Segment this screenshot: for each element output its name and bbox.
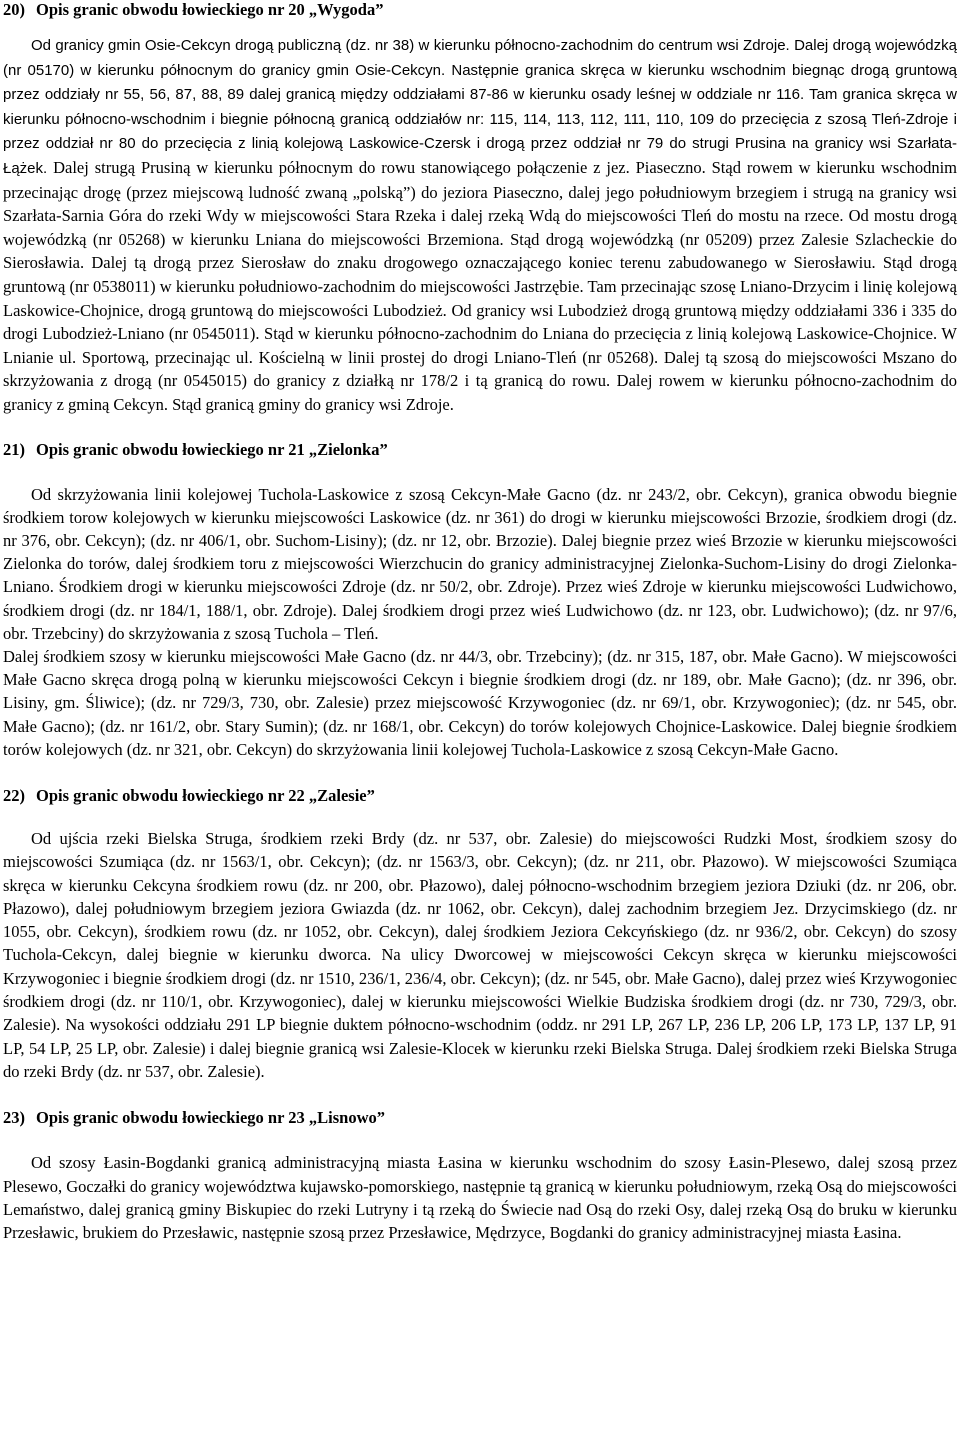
section-21: [3, 439, 957, 761]
section-paragraph: Od ujścia rzeki Bielska Struga, środkiem rzeki Brdy (dz. nr 537, obr. Zalesie) do miejscowości Rudzki Most, środkiem szosy do miejscowości Szumiąca (dz. nr 1563/1, obr. Cekcyn); (dz. nr 1563/3, obr. Cekcyn); (dz. nr 211, obr. Płazowo). W miejscowości Szumiąca skręca w kierunku Cekcyna środkiem rowu (dz. nr 200, obr. Płazowo), dalej północno-wschodnim brzegiem jeziora Dziuki (dz. nr 206, obr. Płazowo), dalej południowym brzegiem jeziora Gwiazda (dz. nr 1062, obr. Cekcyn), dalej zachodnim brzegiem Jez. Drzycimskiego (dz. nr 1055, obr. Cekcyn), środkiem rowu (dz. nr 1052, obr. Cekcyn), dalej środkiem Jeziora Cekcyńskiego (dz. nr 936/2, obr. Cekcyn) do szosy Tuchola-Cekcyn, dalej biegnie w kierunku dworca. Na ulicy Dworcowej w miejscowości Cekcyn skręca w kierunku miejscowości Krzywogoniec i biegnie środkiem drogi (dz. nr 1510, 236/1, 236/4, obr. Cekcyn); (dz. nr 545, obr. Małe Gacno), dalej przez wieś Krzywogoniec środkiem drogi (dz. nr 110/1, obr. Krzywogoniec), dalej w kierunku miejscowości Wielkie Budziska środkiem drogi (dz. nr 730, 729/3, obr. Zalesie). Na wysokości oddziału 291 LP biegnie duktem północno-wschodnim (oddz. nr 291 LP, 267 LP, 236 LP, 206 LP, 173 LP, 137 LP, 91 LP, 54 LP, 25 LP, obr. Zalesie) i dalej biegnie granicą wsi Zalesie-Klocek w kierunku rzeki Bielska Struga. Dalej środkiem rzeki Bielska Struga do rzeki Brdy (dz. nr 537, obr. Zalesie).: [3, 828, 957, 1081]
section-number: 23): [3, 1108, 25, 1128]
section-title: Opis granic obwodu łowieckiego nr 21 „Zielonka”: [36, 439, 388, 459]
section-number: 21): [3, 439, 25, 459]
section-heading: [3, 439, 957, 461]
section-paragraph: Od skrzyżowania linii kolejowej Tuchola-Laskowice z szosą Cekcyn-Małe Gacno (dz. nr 243/2, obr. Cekcyn), granica obwodu biegnie środkiem torow kolejowych w kierunku miejscowości Laskowice (dz. nr 361) do drogi w kierunku miejscowości Brzozie, środkiem drogi (dz. nr 376, obr. Cekcyn); (dz. nr 406/1, obr. Suchom-Lisiny); (dz. nr 12, obr. Brzozie). Dalej biegnie przez wieś Brzozie w kierunku miejscowości Zielonka do torów, dalej środkiem toru z miejscowości Wierzchucin do granicy administracyjnej Zielonka-Suchom-Lisiny do drogi Zielonka-Lniano. Środkiem drogi w kierunku miejscowości Zdroje (dz. nr 50/2, obr. Zdroje). Przez wieś Zdroje w kierunku miejscowości Ludwichowo, środkiem drogi (dz. nr 184/1, 188/1, obr. Zdroje). Dalej środkiem drogi przez wieś Ludwichowo (dz. nr 123, obr. Ludwichowo); (dz. nr 97/6, obr. Trzebciny) do skrzyżowania z szosą Tuchola – Tleń.: [3, 484, 957, 643]
section-20: [3, 0, 957, 417]
section-heading: [3, 785, 957, 807]
section-paragraph: [3, 33, 957, 417]
section-title: Opis granic obwodu łowieckiego nr 23 „Lisnowo”: [36, 1108, 385, 1128]
section-number: 20): [3, 0, 25, 19]
section-heading: [3, 0, 957, 21]
section-heading: [3, 1107, 957, 1129]
section-number: 22): [3, 785, 25, 805]
paragraph-text-sans: Od granicy gmin Osie-Cekcyn drogą publiczną (dz. nr 38) w kierunku północno-zachodnim do centrum wsi Zdroje. Dalej drogą wojewódzką (nr 05170) w kierunku północnym do granicy gmin Osie-Cekcyn. Następnie granica skręca w kierunku wschodnim biegnąc drogą gruntową przez oddziały nr 55, 56, 87, 88, 89 dalej granicą między oddziałami 87-86 w kierunku osady leśnej w oddziale nr 116. Tam granica skręca w kierunku północno-wschodnim i biegnie północną granicą oddziałów nr: 115, 114, 113, 112, 111, 110, 109 do przecięcia z szosą Tleń-Zdroje i przez oddział nr 80 do przecięcia z linią kolejową Laskowice-Czersk i drogą przez oddział nr 79 do strugi Prusina na granicy wsi Szarłata-Łążek.: [3, 37, 957, 177]
paragraph-text: Dalej strugą Prusiną w kierunku północnym do rowu stanowiącego połączenie z jez. Piaseczno. Stąd rowem w kierunku wschodnim przecinając drogę (przez miejscową ludność zwaną „polską”) do jeziora Piaseczno, dalej jego południowym brzegiem i strugą na granicy wsi Szarłata-Sarnia Góra do rzeki Wdy w miejscowości Stara Rzeka i dalej rzeką Wdą do miejscowości Tleń do mostu na rzece. Od mostu drogą wojewódzką (nr 05268) w kierunku Lniana do miejscowości Brzemiona. Stąd drogą wojewódzką (nr 05209) przez Zalesie Szlacheckie do Sierosławia. Dalej tą drogą przez Sierosław do znaku drogowego oznaczającego koniec terenu zabudowanego w Sierosławiu. Stąd drogą gruntową (nr 0538011) w kierunku południowo-zachodnim do miejscowości Jastrzębie. Tam przecinając szosę Lniano-Drzycim i linię kolejową Laskowice-Chojnice, drogą gruntową do miejscowości Lubodzież. Od granicy wsi Lubodzież drogą gruntową między oddziałami 336 i 335 do drogi Lubodzież-Lniano (nr 0545011). Stąd w kierunku północno-zachodnim do Lniana do przecięcia z linią kolejową Laskowice-Chojnice. W Lnianie ul. Sportową, przecinając ul. Kościelną w linii prostej do drogi Lniano-Tleń (nr 05268). Dalej tą szosą do miejscowości Mszano do skrzyżowania z drogą (nr 0545015) do granicy z działką nr 178/2 i tą granicą do rowu. Dalej rowem w kierunku północno-zachodnim do granicy z gminą Cekcyn. Stąd granicą gminy do granicy wsi Zdroje.: [3, 157, 957, 414]
section-title: Opis granic obwodu łowieckiego nr 22 „Zalesie”: [36, 785, 375, 805]
section-23: [3, 1107, 957, 1244]
section-paragraph: Dalej środkiem szosy w kierunku miejscowości Małe Gacno (dz. nr 44/3, obr. Trzebciny); (dz. nr 315, 187, obr. Małe Gacno). W miejscowości Małe Gacno skręca drogą polną w kierunku miejscowości Cekcyn i biegnie środkiem drogi (dz. nr 189, obr. Małe Gacno); (dz. nr 396, obr. Lisiny, gm. Śliwice); (dz. nr 729/3, 730, obr. Zalesie) przez miejscowość Krzywogoniec (dz. nr 69/1, obr. Krzywogoniec); (dz. nr 545, obr. Małe Gacno); (dz. nr 161/2, obr. Stary Sumin); (dz. nr 168/1, obr. Cekcyn) do torów kolejowych Chojnice-Laskowice. Dalej biegnie środkiem torów kolejowych (dz. nr 321, obr. Cekcyn) do skrzyżowania linii kolejowej Tuchola-Laskowice z szosą Cekcyn-Małe Gacno.: [3, 646, 957, 759]
section-title: Opis granic obwodu łowieckiego nr 20 „Wygoda”: [36, 0, 384, 19]
section-paragraph: Od szosy Łasin-Bogdanki granicą administracyjną miasta Łasina w kierunku wschodnim do szosy Łasin-Plesewo, dalej szosą przez Plesewo, Goczałki do granicy województwa kujawsko-pomorskiego, następnie tą granicą w kierunku południowym, rzeką Osą do miejscowości Lemaństwo, dalej granicą gminy Biskupiec do rzeki Lutryny i tą rzeką do Świecie nad Osą do rzeki Osy, dalej rzeką Osą do bruku w kierunku Przesławic, brukiem do Przesławic, następnie szosą przez Przesławice, Mędrzyce, Bogdanki do granicy administracyjnej miasta Łasina.: [3, 1153, 958, 1243]
section-22: [3, 785, 957, 1083]
